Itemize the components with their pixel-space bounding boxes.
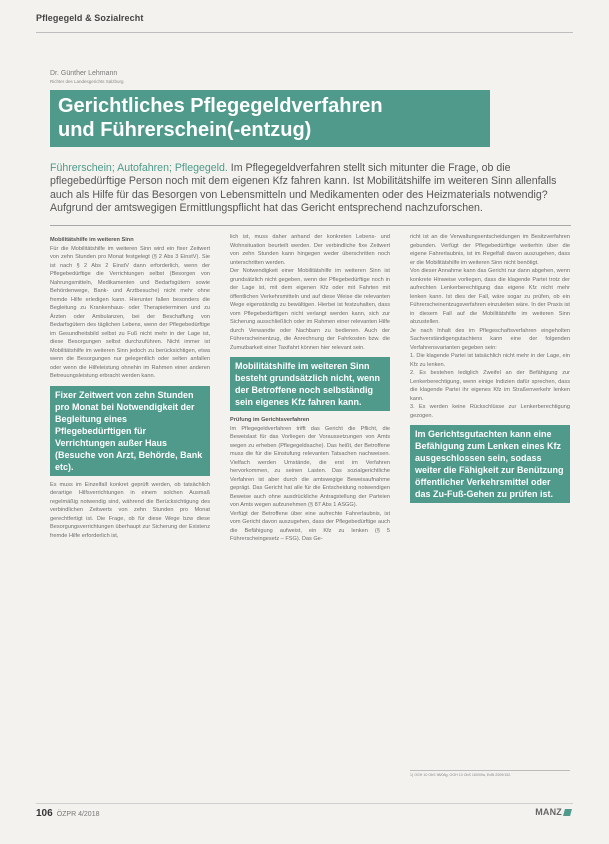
title-line-2: und Führerschein(-entzug) — [58, 119, 312, 141]
page-number: 106 — [36, 808, 53, 819]
author-name: Dr. Günther Lehmann — [50, 70, 118, 77]
page-footer — [36, 808, 100, 819]
subheading: Mobilitätshilfe im weiteren Sinn — [50, 237, 134, 243]
pull-quote: Im Gerichtsgutachten kann eine Befähigung zum Lenken eines Kfz ausgeschlossen sein, sodass weiter die Fähigkeit zur Benützung öffentlicher Verkehrsmittel oder das Zu-Fuß-Gehen zu prüfen ist. — [410, 425, 570, 503]
text-column-2 — [230, 233, 390, 544]
list-item: 2. Es bestehen lediglich Zweifel an der Befähigung zur Lenkerberechtigung, wenn einige Indizien dafür sprechen, dass die klagende Partei ihr eigenes Kfz im Straßenverkehr lenken kann. — [410, 370, 570, 402]
subheading: Prüfung im Gerichtsverfahren — [230, 417, 310, 423]
body-paragraph: Für die Mobilitätshilfe im weiteren Sinn wird ein fixer Zeitwert von zehn Stunden pro Monat festgelegt (§ 2 Abs 3 EinstV). Sie ist nach § 2 Abs 2 EinstV dann erforderlich, wenn der Pflegebedürftige die Verrichtungen selbst (Besorgen von Nahrungsmitteln, Medikamenten und Bedarfsgütern sowie Behördenwege, Bank- und Arztbesuche) nicht mehr ohne fremde Hilfe erledigen kann. Hierunter fallen besonders die Begleitung zu Krankenhaus- oder Therapieterminen und zu Ärzten oder Ambulanzen, bei der Beschaffung von Bedarfsgütern des täglichen Lebens, wenn der Pflegebedürftige im Gesundheitsbild selbst zu Fuß nicht mehr in der Lage ist, diese Besorgungen selbst durchzuführen. Nicht immer ist Mobilitätshilfe im weiteren Sinn jedoch zu berücksichtigen, etwa wenn die Besorgungen nur gelegentlich oder selten anfallen oder wenn die Hilfeleistung ohnehin im Rahmen einer anderen Betreuungsleistung erbracht werden kann. — [50, 245, 210, 379]
author-affiliation: Richter des Landesgerichts Salzburg — [50, 79, 124, 84]
publisher-logo — [535, 807, 571, 817]
body-paragraph: Verfügt der Betroffene über eine aufrechte Fahrerlaubnis, ist vom Gericht davon auszugehen, dass der Pflegebedürftige auch die Befähigung aufweist, ein Kfz zu lenken (§ 5 Führerscheingesetz – FSG). Das Ge- — [230, 510, 390, 542]
text-column-1 — [50, 233, 210, 540]
section-rubric: Pflegegeld & Sozialrecht — [36, 13, 144, 23]
article-title — [50, 90, 490, 147]
text-column-3 — [410, 233, 570, 508]
body-paragraph: Je nach Inhalt des im Pflegeschaftsverfahren eingeholten Sachverständigengutachtens kann eine der folgenden Verfahrensvarianten gegeben sein: — [410, 327, 570, 351]
lead-text: Im Pflegegeldverfahren stellt sich mitunter die Frage, ob die pflegebedürftige Person noch mit dem eigenen Kfz fahren kann. Ist Mobilitätshilfe im weiteren Sinn allenfalls auch als Hilfe für das Besorgen von Lebensmitteln und Medikamenten oder des Heizmaterials notwendig? Aufgrund der amtswegigen Ermittlungspflicht hat das Gericht entsprechend nachzuforschen. — [50, 162, 557, 215]
pull-quote: Mobilitätshilfe im weiteren Sinn besteht grundsätzlich nicht, wenn der Betroffene noch selbständig sein eigenes Kfz fahren kann. — [230, 357, 390, 411]
logo-mark-icon — [563, 809, 572, 816]
body-paragraph: richt ist an die Verwaltungsentscheidungen im Besitzverfahren gebunden. Verfügt der Pflegebedürftige weiterhin über die eigene Fahrerlaubnis, ist im Regelfall davon auszugehen, dass er die Mobilitätshilfe im weiteren Sinn nicht benötigt. — [410, 234, 570, 266]
title-line-1: Gerichtliches Pflegegeldverfahren — [58, 95, 383, 117]
body-paragraph: Von dieser Annahme kann das Gericht nur dann abgehen, wenn konkrete Hinweise vorliegen, dass die klagende Partei trotz der aufrechten Lenkerberechtigung das eigene Kfz nicht mehr lenken kann. Ist dies der Fall, wäre sogar zu prüfen, ob ein Führerscheinentzugsverfahren einzuleiten wäre. In der Praxis ist in diesem Fall auf die Mobilitätshilfe im weiteren Sinn abzustellen. — [410, 268, 570, 325]
list-item: 1. Die klagende Partei ist tatsächlich nicht mehr in der Lage, ein Kfz zu lenken. — [410, 353, 570, 368]
lead-paragraph — [50, 162, 570, 216]
lead-keywords: Führerschein; Autofahren; Pflegegeld. — [50, 162, 228, 174]
footnote: 1) OGH 10 ObS 98/08g; OGH 10 ObS 160/09a, EvBl 2009/152. — [410, 770, 570, 778]
lead-divider — [50, 225, 571, 226]
rubric-divider — [36, 32, 573, 33]
footer-divider — [36, 803, 573, 804]
body-paragraph: Der Notwendigkeit einer Mobilitätshilfe im weiteren Sinn ist grundsätzlich nicht gegeben, wenn der Pflegebedürftige noch in der Lage ist, mit dem eigenen Kfz oder mit Fahrten mit öffentlichen Verkehrsmitteln und auf diese Weise die relevanten Wege eigenständig zu bewältigen. Hierbei ist festzuhalten, dass vom Pflegebedürftigen nicht verlangt werden kann, sich zur Sicherung ausschließlich oder im Rahmen einer relevanten Hilfe durch Verwandte oder Nachbarn zu bedienen. Auch der Führerscheinentzug, die Anrechnung der Fahrkosten bzw. die Zumutbarkeit einer Taxifahrt können hier relevant sein. — [230, 268, 390, 351]
body-paragraph: Im Pflegegeldverfahren trifft das Gericht die Pflicht, die Beweislast für das Vorliegen der Voraussetzungen von Amts wegen zu erheben (Pflegegeldsache). Das heißt, der Betroffene muss die für die Einstufung relevanten Tatsachen nachweisen. Vielfach werden Umstände, die erst im Verfahren hervorkommen, zu seinen Lasten. Das sozialgerichtliche Verfahren ist aber durch die amtswegige Beweisaufnahme geprägt. Das Gericht hat alle für die Entscheidung notwendigen Beweise auch ohne ausdrückliche Antragstellung der Parteien von Amts wegen aufzunehmen (§ 87 Abs 1 ASGG). — [230, 425, 390, 508]
journal-issue: ÖZPR 4/2018 — [56, 811, 100, 818]
body-paragraph: Es muss im Einzelfall konkret geprüft werden, ob tatsächlich derartige Hilfsverrichtungen in einem solchen Ausmaß regelmäßig notwendig sind, während die Berücksichtigung des verbindlichen Zeitwerts von zehn Stunden pro Monat gerechtfertigt ist. Die Frage, ob für diese Wege bzw diese Besorgungsverrichtungen überhaupt zur Sicherung der Existenz fremde Hilfe erforderlich ist, — [50, 481, 210, 539]
logo-text: MANZ — [535, 807, 562, 817]
body-paragraph: lich ist, muss daher anhand der konkreten Lebens- und Wohnsituation beurteilt werden. Der verbindliche fixe Zeitwert von zehn Stunden kann hingegen weder überschritten noch unterschritten werden. — [230, 234, 390, 266]
pull-quote: Fixer Zeitwert von zehn Stunden pro Monat bei Notwendigkeit der Begleitung eines Pflegebedürftigen für Verrichtungen außer Haus (Besuche von Arzt, Behörde, Bank etc). — [50, 386, 210, 476]
list-item: 3. Es werden keine Rückschlüsse zur Lenkerberechtigung gezogen. — [410, 404, 570, 419]
